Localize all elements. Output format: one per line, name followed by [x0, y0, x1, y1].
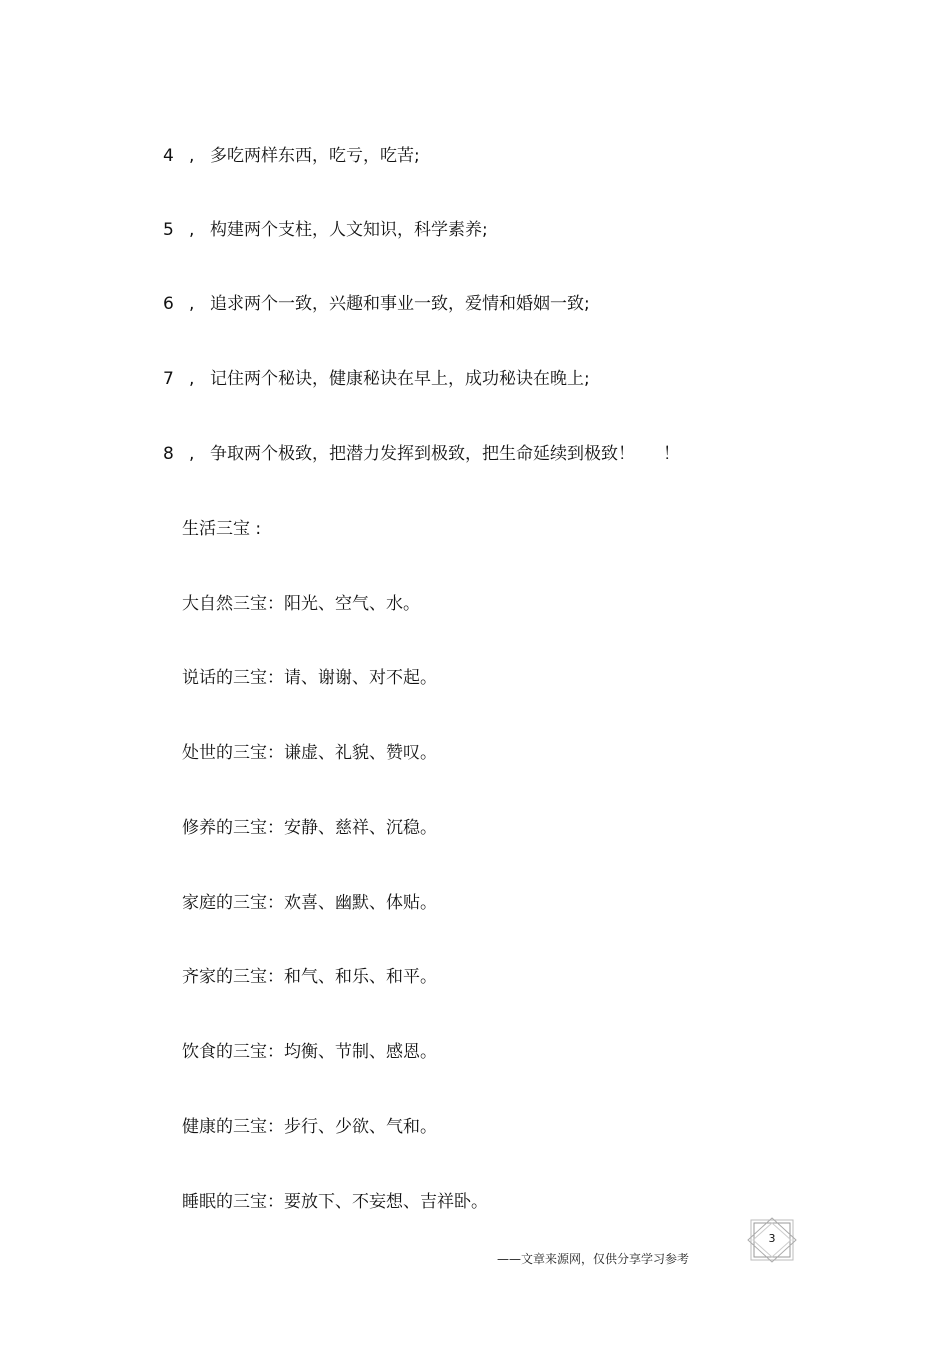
treasure-line: 处世的三宝：谦虚、礼貌、赞叹。: [182, 743, 437, 763]
item-text: 追求两个一致，兴趣和事业一致，爱情和婚姻一致;: [210, 294, 590, 314]
source-note: ——文章来源网，仅供分享学习参考: [497, 1252, 690, 1266]
item-number: 4: [163, 146, 174, 166]
section-title: 生活三宝 :: [182, 519, 262, 539]
numbered-item-5: [163, 218, 488, 242]
page-number-badge: [746, 1217, 798, 1263]
item-number: 8: [163, 444, 174, 464]
item-comma: ,: [189, 220, 195, 240]
treasure-line: 睡眠的三宝：要放下、不妄想、吉祥卧。: [182, 1192, 488, 1212]
item-comma: ,: [189, 146, 195, 166]
numbered-item-7: [163, 367, 590, 391]
treasure-line: 大自然三宝：阳光、空气、水。: [182, 594, 420, 614]
treasure-line: 饮食的三宝：均衡、节制、感恩。: [182, 1042, 437, 1062]
item-text: 多吃两样东西，吃亏，吃苦;: [210, 146, 420, 166]
item-text: 争取两个极致，把潜力发挥到极致，把生命延续到极致！: [210, 444, 635, 464]
item-trailing-mark: ！: [663, 444, 680, 464]
numbered-item-6: [163, 292, 590, 316]
page-number: 3: [768, 1232, 776, 1245]
treasure-line: 说话的三宝：请、谢谢、对不起。: [182, 668, 437, 688]
item-number: 5: [163, 220, 174, 240]
item-number: 7: [163, 369, 174, 389]
item-comma: ,: [189, 369, 195, 389]
numbered-item-8: [163, 442, 680, 466]
item-comma: ,: [189, 444, 195, 464]
numbered-item-4: [163, 144, 420, 168]
item-text: 构建两个支柱，人文知识，科学素养;: [210, 220, 488, 240]
treasure-line: 修养的三宝：安静、慈祥、沉稳。: [182, 818, 437, 838]
treasure-line: 家庭的三宝：欢喜、幽默、体贴。: [182, 893, 437, 913]
treasure-line: 健康的三宝：步行、少欲、气和。: [182, 1117, 437, 1137]
item-text: 记住两个秘诀，健康秘诀在早上，成功秘诀在晚上;: [210, 369, 590, 389]
item-number: 6: [163, 294, 174, 314]
treasure-line: 齐家的三宝：和气、和乐、和平。: [182, 967, 437, 987]
item-comma: ,: [189, 294, 195, 314]
